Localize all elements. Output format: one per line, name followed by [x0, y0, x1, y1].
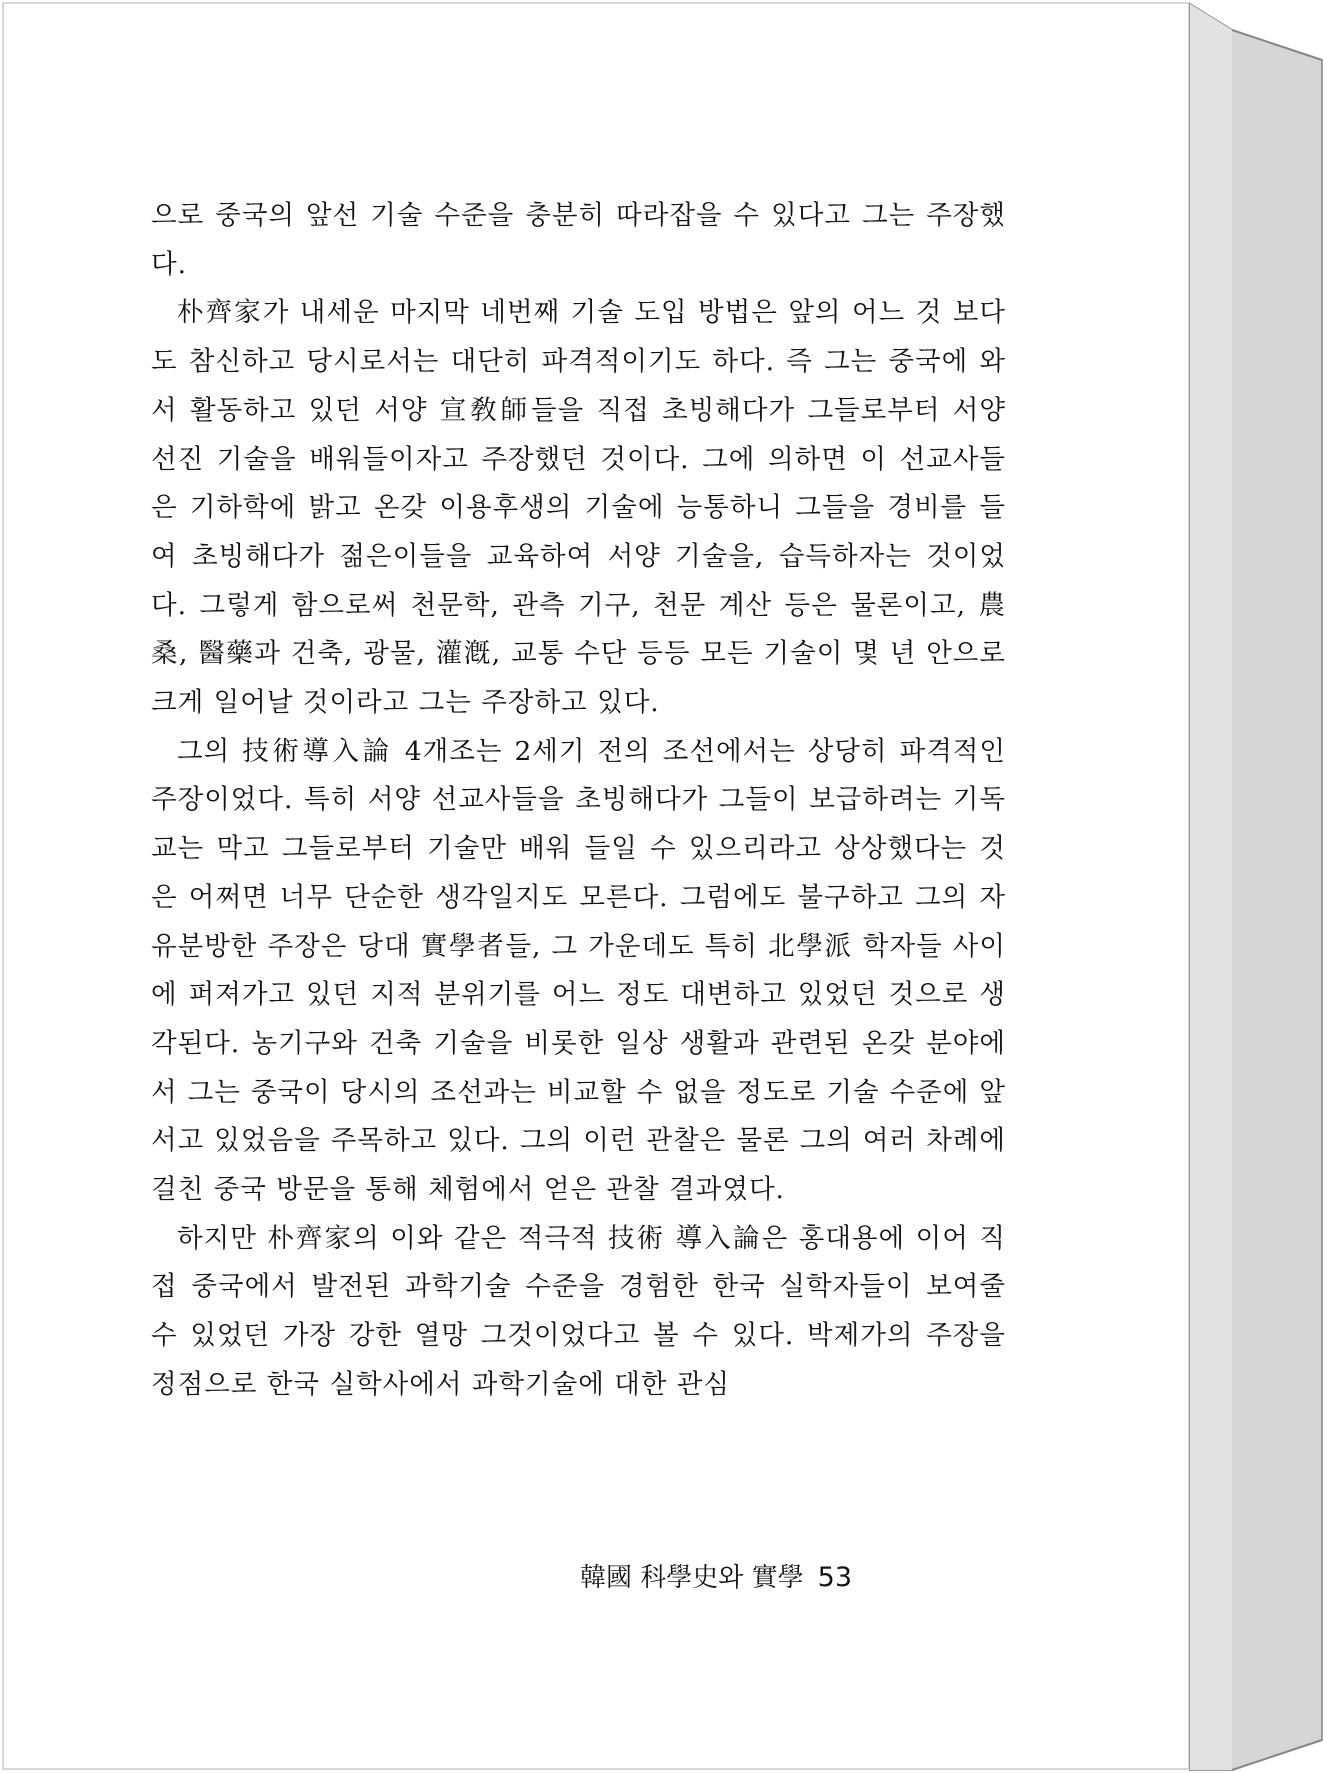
page-number: 53 — [817, 1562, 852, 1593]
paragraph-2: 朴齊家가 내세운 마지막 네번째 기술 도입 방법은 앞의 어느 것 보다도 참신하고 당시로서는 대단히 파격적이기도 하다. 즉 그는 중국에 와서 활동하고 있던 서양 宣敎師들을 직접 초빙해다가 그들로부터 서양 선진 기술을 배워들이자고 주장했던 것이다. 그에 의하면 이 선교사들은 기하학에 밝고 온갖 이용후생의 기술에 능통하니 그들을 경비를 들여 초빙해다가 젊은이들을 교육하여 서양 기술을, 습득하자는 것이었다. 그렇게 함으로써 천문학, 관측 기구, 천문 계산 등은 물론이고, 農桑, 醫藥과 건축, 광물, 灌漑, 교통 수단 등등 모든 기술이 몇 년 안으로 크게 일어날 것이라고 그는 주장하고 있다. — [151, 297, 1006, 719]
paragraph-1: 으로 중국의 앞선 기술 수준을 충분히 따라잡을 수 있다고 그는 주장했다. — [151, 200, 1006, 280]
paragraph-3: 그의 技術導入論 4개조는 2세기 전의 조선에서는 상당히 파격적인 주장이었다. 특히 서양 선교사들을 초빙해다가 그들이 보급하려는 기독교는 막고 그들로부터 기술만 배워 들일 수 있으리라고 상상했다는 것은 어쩌면 너무 단순한 생각일지도 모른다. 그럼에도 불구하고 그의 자유분방한 주장은 당대 實學者들, 그 가운데도 특히 北學派 학자들 사이에 퍼져가고 있던 지적 분위기를 어느 정도 대변하고 있었던 것으로 생각된다. 농기구와 건축 기술을 비롯한 일상 생활과 관련된 온갖 분야에서 그는 중국이 당시의 조선과는 비교할 수 없을 정도로 기술 수준에 앞서고 있었음을 주목하고 있다. 그의 이런 관찰은 물론 그의 여러 차례에 걸친 중국 방문을 통해 체험에서 얻은 관찰 결과였다. — [151, 735, 1006, 1206]
running-title: 韓國 科學史와 實學 — [579, 1563, 804, 1593]
paragraph-4: 하지만 朴齊家의 이와 같은 적극적 技術 導入論은 홍대용에 이어 직접 중국에서 발전된 과학기술 수준을 경험한 한국 실학자들이 보여줄 수 있었던 가장 강한 열망 그것이었다고 볼 수 있다. 박제가의 주장을 정점으로 한국 실학사에서 과학기술에 대한 관심 — [151, 1222, 1006, 1400]
